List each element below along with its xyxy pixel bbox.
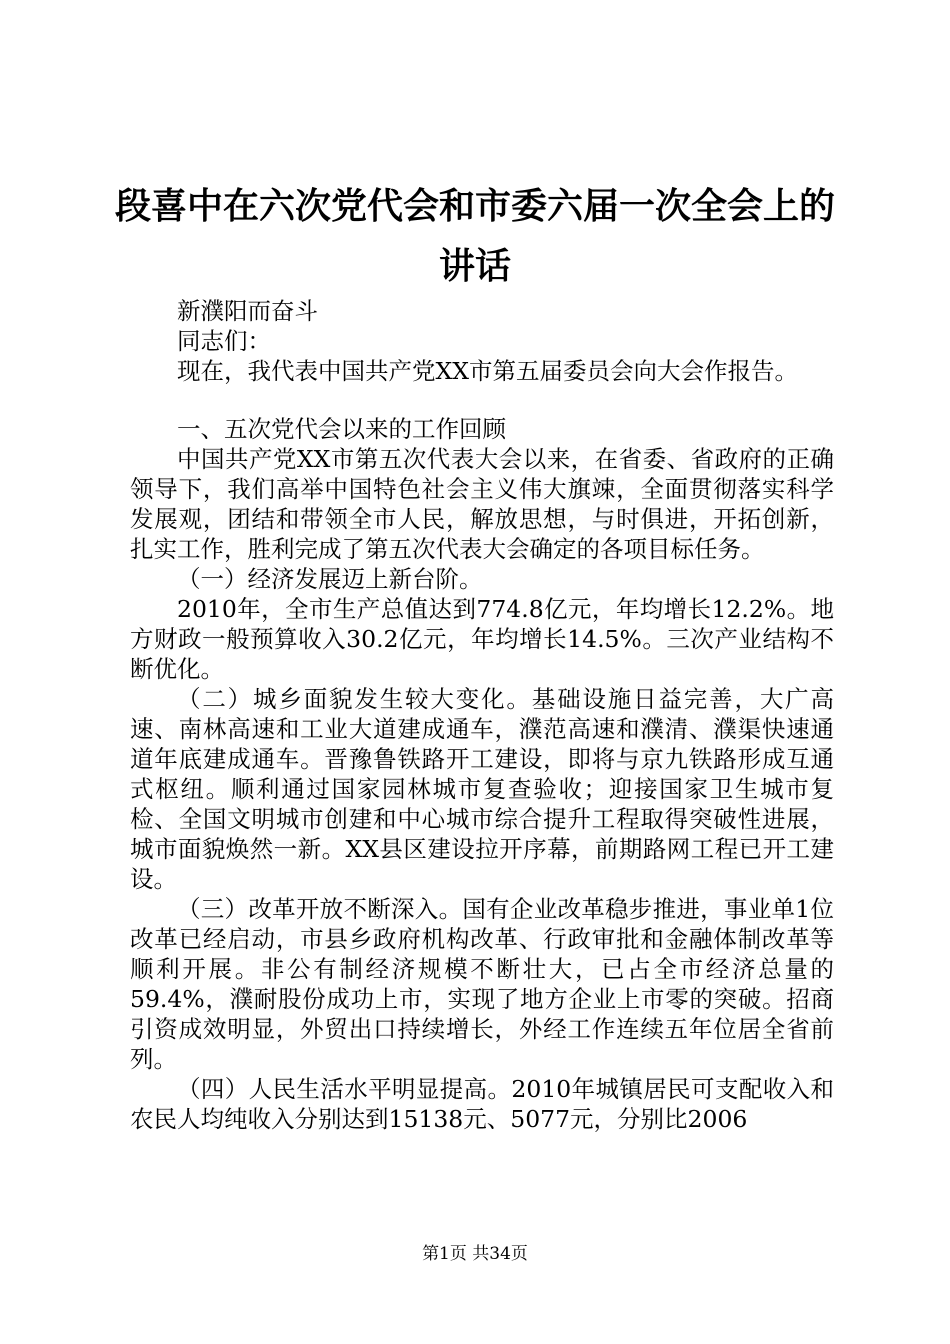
- salutation: 同志们：: [177, 327, 271, 355]
- opening-paragraph: 现在，我代表中国共产党XX市第五届委员会向大会作报告。: [177, 357, 798, 385]
- document-title-line-1: 段喜中在六次党代会和市委六届一次全会上的: [114, 185, 835, 227]
- body-paragraph: （二）城乡面貌发生较大变化。基础设施日益完善，大广高速、南林高速和工业大道建成通车，濮范高速和濮清、濮渠快速通道年底建成通车。晋豫鲁铁路开工建设，即将与京九铁路形成互通式枢纽。顺利通过国家园林城市复查验收；迎接国家卫生城市复检、全国文明城市创建和中心城市综合提升工程取得突破性进展，城市面貌焕然一新。XX县区建设拉开序幕，前期路网工程已开工建设。: [130, 685, 834, 893]
- body-paragraph: （三）改革开放不断深入。国有企业改革稳步推进，事业单1位改革已经启动，市县乡政府机构改革、行政审批和金融体制改革等顺利开展。非公有制经济规模不断壮大，已占全市经济总量的59.4%，濮耐股份成功上市，实现了地方企业上市零的突破。招商引资成效明显，外贸出口持续增长，外经工作连续五年位居全省前列。: [130, 895, 834, 1073]
- body-paragraph: （四）人民生活水平明显提高。2010年城镇居民可支配收入和农民人均纯收入分别达到15138元、5077元，分别比2006: [130, 1075, 834, 1133]
- page-number-footer: 第1页 共34页: [422, 1244, 528, 1264]
- body-paragraph: 中国共产党XX市第五次代表大会以来，在省委、省政府的正确领导下，我们高举中国特色社会主义伟大旗竦，全面贯彻落实科学发展观，团结和带领全市人民，解放思想，与时俱进，开拓创新，扎实工作，胜利完成了第五次代表大会确定的各项目标任务。: [130, 445, 834, 563]
- subsection-heading: （一）经济发展迈上新台阶。: [177, 565, 483, 593]
- body-paragraph: 2010年，全市生产总值达到774.8亿元，年均增长12.2%。地方财政一般预算收入30.2亿元，年均增长14.5%。三次产业结构不断优化。: [130, 595, 834, 683]
- document-body: [130, 296, 834, 1134]
- paragraph-gap: [130, 386, 834, 414]
- document-title-line-2: 讲话: [438, 245, 511, 287]
- section-heading: 一、五次党代会以来的工作回顾: [177, 415, 506, 443]
- subtitle-line: 新濮阳而奋斗: [177, 297, 318, 325]
